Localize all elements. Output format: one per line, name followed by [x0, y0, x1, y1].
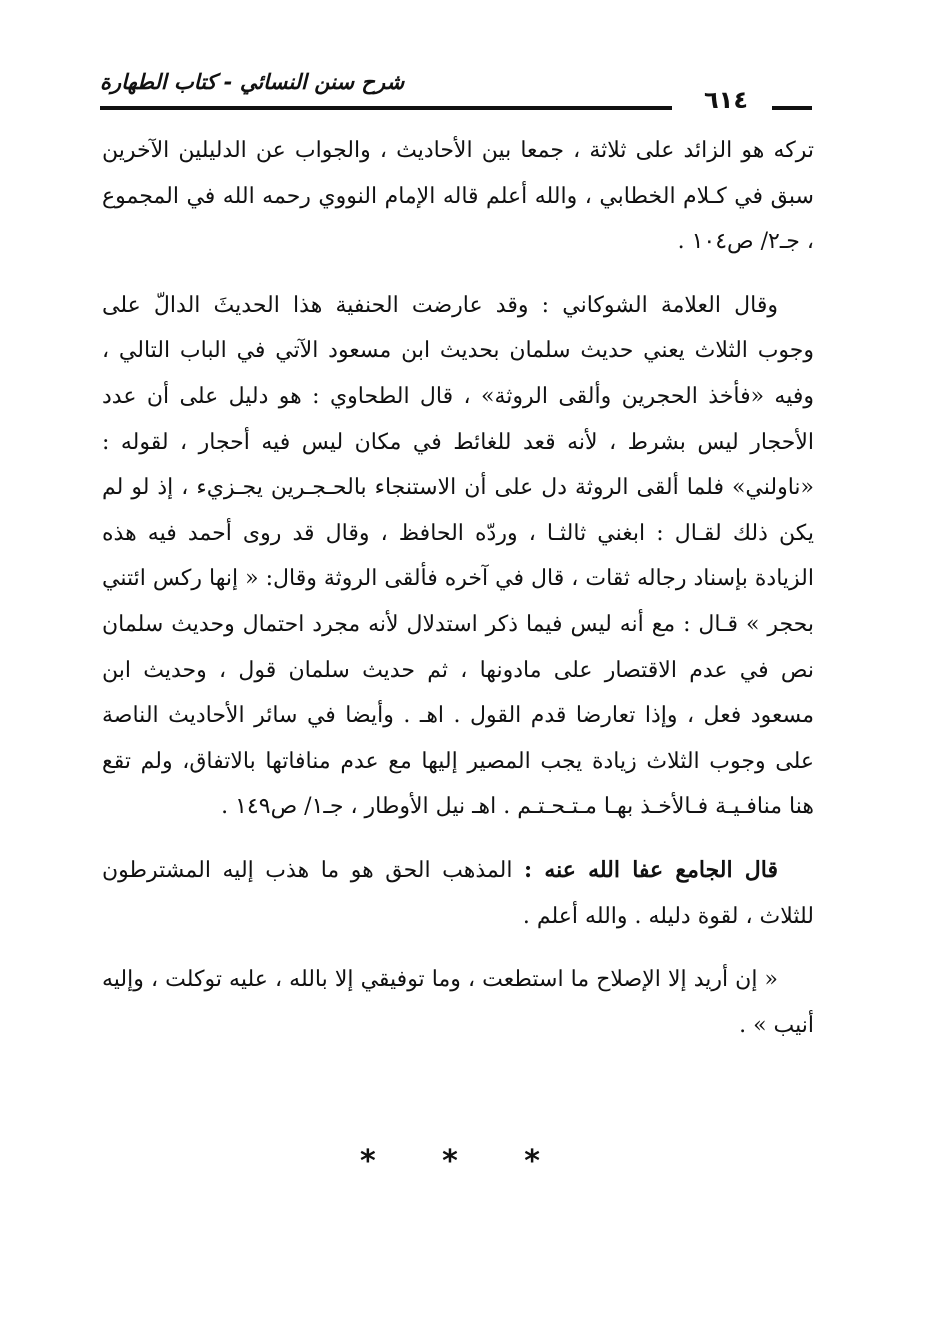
paragraph-jami — [102, 848, 814, 939]
paragraph-closing-verse — [102, 957, 814, 1048]
paragraph-text: وقال العلامة الشوكاني : وقد عارضت الحنفية هذا الحديثَ الدالّ على وجوب الثلاث يعني حديث سلمان بحديث ابن مسعود الآتي في الباب التالي ، وفيه «فأخذ الحجرين وألقى الروثة» ، قال الطحاوي : هو دليل على أن عدد الأحجار ليس بشرط ، لأنه قعد للغائط في مكان ليس فيه أحجار ، لقوله : «ناولني» فلما ألقى الروثة دل على أن الاستنجاء بالحـجـرين يجـزيء ، إذ لو لم يكن ذلك لقـال : ابغني ثالثـا ، وردّه الحافظ ، وقال قد روى أحمد فيه هذه الزيادة بإسناد رجاله ثقات ، قال في آخره فألقى الروثة وقال: « إنها ركس ائتني بحجر » قـال : مع أنه ليس فيما ذكر استدلال لأنه مجرد احتمال وحديث سلمان نص في عدم الاقتصار على مادونها ، ثم حديث سلمان قول ، وحديث ابن مسعود فعل ، وإذا تعارضا قدم القول . اهـ . وأيضا في سائر الأحاديث الناصة على وجوب الثلاث زيادة يجب المصير إليها مع عدم منافاتها بالاتفاق، ولم تقع هنا منافـيـة فـالأخـذ بهـا مـتـحـتـم . اهـ نيل الأوطار ، جـ١/ ص١٤٩ . — [102, 292, 814, 820]
page-header — [100, 68, 812, 114]
paragraph-shawkani — [102, 283, 814, 830]
header-rule-long — [100, 106, 672, 110]
asterisk-icon: * — [360, 1144, 376, 1179]
body-text — [102, 128, 814, 1066]
paragraph-continuation — [102, 128, 814, 265]
paragraph-text: « إن أريد إلا الإصلاح ما استطعت ، وما توفيقي إلا بالله ، عليه توكلت ، وإليه أنيب » . — [102, 967, 814, 1038]
asterisk-icon: * — [524, 1144, 540, 1179]
running-title: شرح سنن النسائي - كتاب الطهارة — [100, 70, 405, 94]
section-ornament — [360, 1144, 540, 1179]
header-rule-short — [772, 106, 812, 110]
paragraph-text: المذهب الحق هو ما هذب إليه المشترطون للثلاث ، لقوة دليله . والله أعلم . — [102, 857, 814, 929]
asterisk-icon: * — [442, 1144, 458, 1179]
page-number: ٦١٤ — [704, 86, 748, 114]
paragraph-text: تركه هو الزائد على ثلاثة ، جمعا بين الأحاديث ، والجواب عن الدليلين الآخرين سبق في كـلام الخطابي ، والله أعلم قاله الإمام النووي رحمه الله في المجموع ، جـ٢/ ص١٠٤ . — [102, 138, 814, 255]
paragraph-lead: قال الجامع عفا الله عنه : — [524, 856, 779, 883]
